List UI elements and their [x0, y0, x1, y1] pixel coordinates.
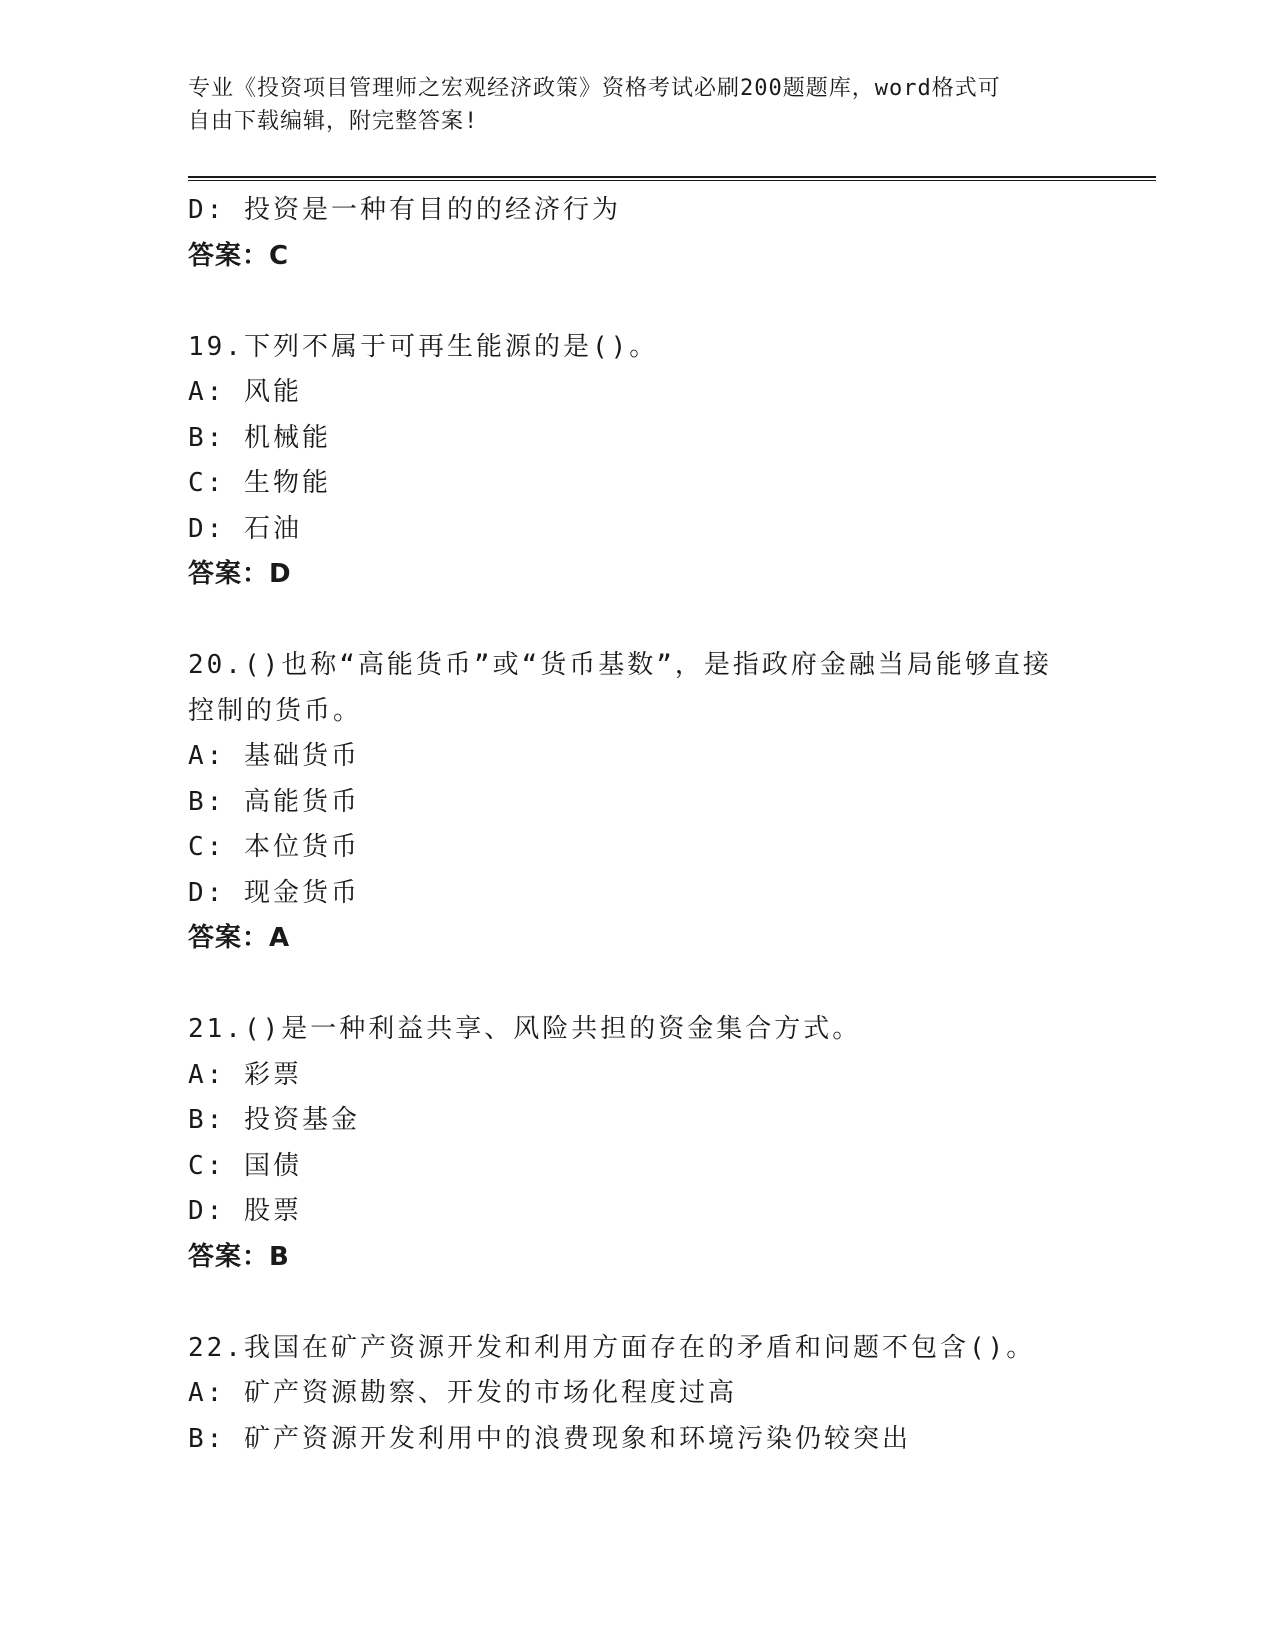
option-c: C: 生物能	[188, 468, 331, 498]
option-a: A: 彩票	[188, 1059, 302, 1090]
option-a: A: 基础货币	[188, 741, 360, 771]
spacer	[188, 279, 1088, 325]
option-d: D: 投资是一种有目的的经济行为	[188, 195, 621, 225]
question-stem: 20.()也称“高能货币”或“货币基数”，是指政府金融当局能够直接	[188, 650, 1052, 680]
question-19	[188, 325, 1088, 598]
question-stem: 21.()是一种利益共享、风险共担的资金集合方式。	[188, 1014, 862, 1044]
answer-label: 答案：B	[188, 1241, 290, 1272]
answer-label: 答案：D	[188, 559, 292, 589]
option-a: A: 风能	[188, 377, 302, 407]
document-header	[188, 72, 1088, 138]
option-b: B: 机械能	[188, 422, 331, 453]
question-20	[188, 643, 1088, 962]
header-divider	[188, 176, 1156, 181]
option-b: B: 投资基金	[188, 1105, 360, 1135]
question-21	[188, 1007, 1088, 1280]
option-c: C: 本位货币	[188, 832, 360, 862]
option-c: C: 国债	[188, 1150, 302, 1181]
option-b: B: 矿产资源开发利用中的浪费现象和环境污染仍较突出	[188, 1423, 911, 1454]
answer-label: 答案：A	[188, 923, 291, 953]
option-d: D: 现金货币	[188, 877, 360, 908]
question-22	[188, 1326, 1088, 1463]
spacer	[188, 962, 1088, 1008]
option-d: D: 石油	[188, 513, 302, 544]
answer-label: 答案：C	[188, 240, 290, 271]
spacer	[188, 1280, 1088, 1326]
question-stem: 19.下列不属于可再生能源的是()。	[188, 331, 659, 362]
option-b: B: 高能货币	[188, 786, 360, 817]
question-stem-continued: 控制的货币。	[188, 695, 363, 726]
option-a: A: 矿产资源勘察、开发的市场化程度过高	[188, 1378, 737, 1408]
header-line-1: 专业《投资项目管理师之宏观经济政策》资格考试必刷200题题库，word格式可	[188, 76, 1001, 101]
question-stem: 22.我国在矿产资源开发和利用方面存在的矛盾和问题不包含()。	[188, 1332, 1036, 1363]
spacer	[188, 598, 1088, 644]
header-line-2: 自由下载编辑，附完整答案!	[188, 109, 479, 134]
question-list	[188, 188, 1088, 1462]
option-d: D: 股票	[188, 1196, 302, 1226]
